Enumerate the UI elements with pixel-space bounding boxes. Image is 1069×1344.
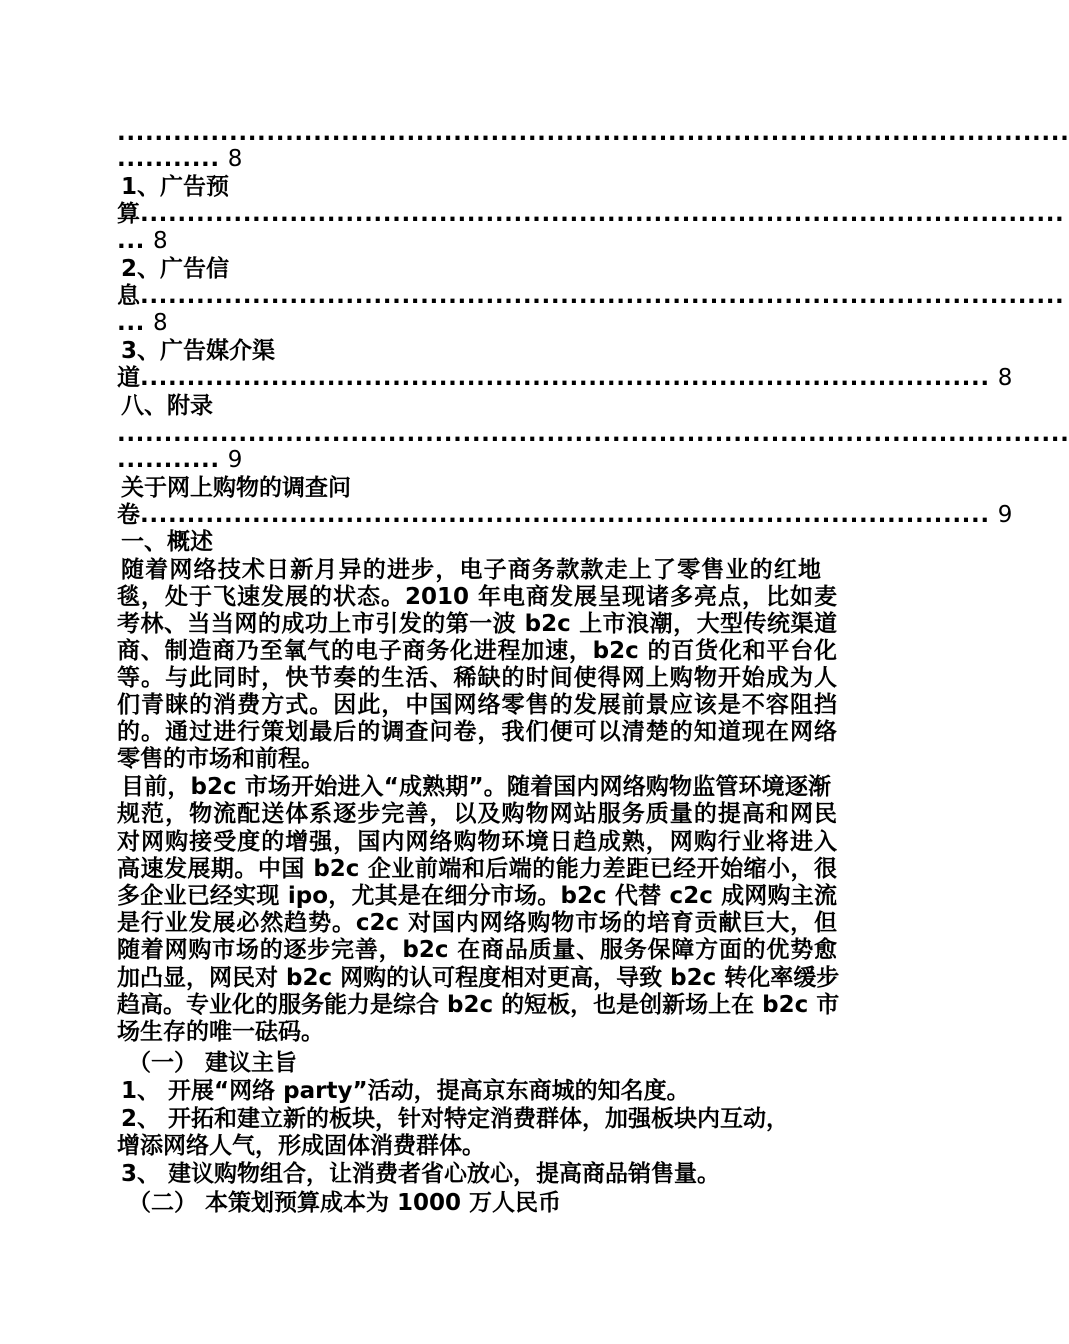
para2-line: 目前，b2c 市场开始进入“成熟期”。随着国内网络购物监管环境逐渐 [121,774,831,800]
subsection-title: （一） 建议主旨 [128,1050,298,1076]
toc-entry-page [117,228,168,255]
para2-line: 多企业已经实现 ipo，尤其是在细分市场。b2c 代替 c2c 成网购主流 [117,883,837,909]
toc-label-tail: 算 [117,201,140,227]
list-item: 2、 开拓和建立新的板块，针对特定消费群体，加强板块内互动， [121,1106,790,1132]
toc-label-tail: 息 [117,283,140,309]
toc-dots: ................................................................................................... [140,201,1065,227]
toc-label: 3、广告媒介渠 [121,338,276,364]
toc-dots: ........................................................................................... [140,502,990,528]
toc-label-tail: 卷 [117,502,140,528]
toc-entry-page [117,146,242,173]
para2-line: 趋高。专业化的服务能力是综合 b2c 的短板，也是创新场上在 b2c 市 [117,992,840,1018]
para1-line: 等。与此同时，快节奏的生活、稀缺的时间使得网上购物开始成为人 [117,665,837,691]
para2-line: 规范，物流配送体系逐步完善，以及购物网站服务质量的提高和网民 [117,801,837,827]
para2-line: 随着网购市场的逐步完善，b2c 在商品质量、服务保障方面的优势愈 [117,937,837,963]
toc-dots: ...................................................................................................... [117,120,1069,146]
list-item-cont: 增添网络人气，形成固体消费群体。 [117,1133,485,1159]
toc-page-number: 8 [997,365,1013,391]
para2-line: 是行业发展必然趋势。c2c 对国内网络购物市场的培育贡献巨大，但 [117,910,837,936]
toc-label-cont [117,283,1064,310]
para1-line: 毯，处于飞速发展的状态。2010 年电商发展呈现诸多亮点，比如麦 [117,584,837,610]
para2-line: 加凸显，网民对 b2c 网购的认可程度相对更高，导致 b2c 转化率缓步 [117,965,840,991]
para1-line: 们青睐的消费方式。因此，中国网络零售的发展前景应该是不容阻挡 [117,692,837,718]
section-heading: 一、概述 [121,529,213,555]
para1-line: 商、制造商乃至氧气的电子商务化进程加速，b2c 的百货化和平台化 [117,638,837,664]
toc-label-cont [117,502,1012,529]
toc-page-number: 8 [227,146,243,172]
toc-dots: ...................................................................................................... [117,421,1069,447]
toc-dots: ........... [117,447,220,473]
toc-label: 关于网上购物的调查问 [121,475,351,501]
toc-entry-page [117,310,168,337]
toc-dots: ........... [117,146,220,172]
subsection-title: （二） 本策划预算成本为 1000 万人民币 [128,1190,562,1216]
list-item: 1、 开展“网络 party”活动，提高京东商城的知名度。 [121,1078,690,1104]
para2-line: 高速发展期。中国 b2c 企业前端和后端的能力差距已经开始缩小，很 [117,856,837,882]
para1-line: 零售的市场和前程。 [117,746,324,772]
toc-label-cont [117,201,1064,228]
para2-line: 场生存的唯一砝码。 [117,1019,324,1045]
toc-page-number: 9 [227,447,243,473]
para2-line: 对网购接受度的增强，国内网络购物环境日趋成熟，网购行业将进入 [117,829,837,855]
para1-line: 考林、当当网的成功上市引发的第一波 b2c 上市浪潮，大型传统渠道 [117,611,837,637]
toc-label: 1、广告预 [121,174,230,200]
toc-label: 2、广告信 [121,256,230,282]
toc-page-number: 9 [997,502,1013,528]
toc-label-tail: 道 [117,365,140,391]
toc-dots: ................................................................................................... [140,283,1065,309]
toc-dots: ... [117,310,146,336]
list-item: 3、 建议购物组合，让消费者省心放心，提高商品销售量。 [121,1161,721,1187]
toc-label: 八、附录 [121,393,213,419]
para1-line: 的。通过进行策划最后的调查问卷，我们便可以清楚的知道现在网络 [117,719,837,745]
para1-line: 随着网络技术日新月异的进步，电子商务款款走上了零售业的红地 [121,557,821,583]
toc-dots: ........................................................................................... [140,365,990,391]
toc-label-cont [117,365,1012,392]
toc-page-number: 8 [153,310,168,336]
toc-dots: ... [117,228,146,254]
toc-page-number: 8 [153,228,168,254]
toc-entry-page [117,447,242,474]
